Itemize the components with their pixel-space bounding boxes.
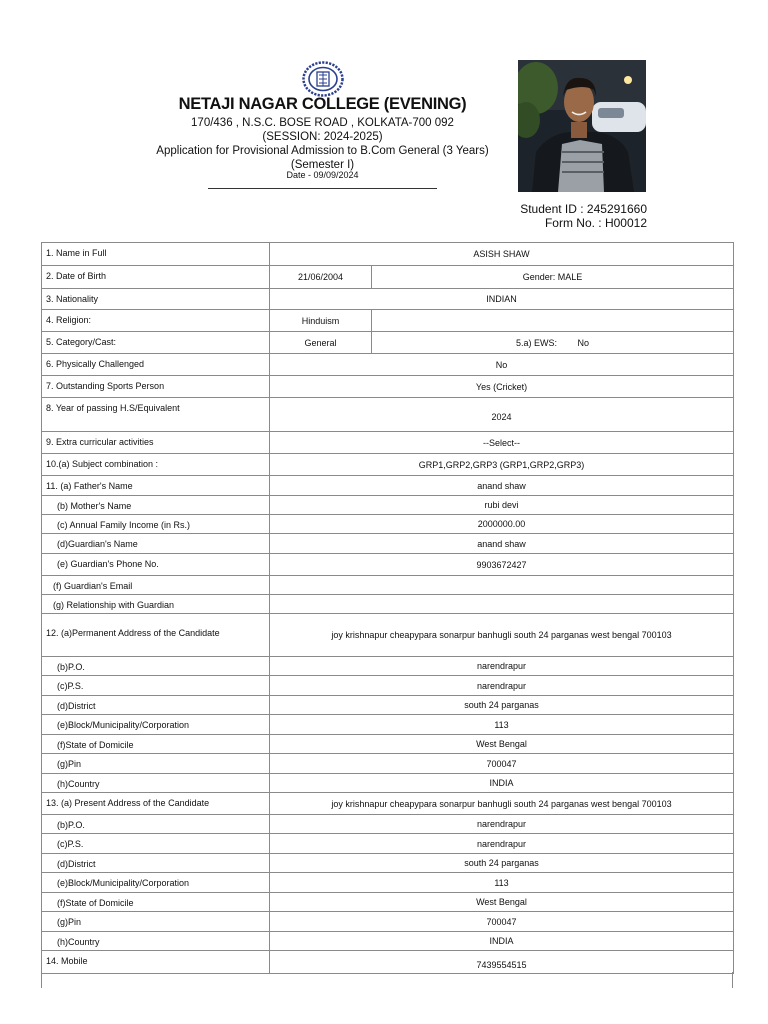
present-district-value: south 24 parganas [270, 854, 734, 873]
form-row-present-state [42, 893, 734, 912]
form-row-father [42, 476, 734, 496]
ews-value: No [577, 337, 590, 348]
form-row-permanent-state [42, 735, 734, 754]
present-block-value: 113 [270, 873, 734, 893]
dob-value: 21/06/2004 [270, 266, 372, 289]
category-label: 5. Category/Cast: [42, 332, 270, 354]
father-label: 11. (a) Father's Name [42, 476, 270, 496]
permanent-state-label: (f)State of Domicile [42, 735, 270, 754]
form-row-permanent-country [42, 774, 734, 793]
permanent-state-value: West Bengal [270, 735, 734, 754]
present-district-label: (d)District [42, 854, 270, 873]
form-row-present-address [42, 793, 734, 815]
session: (SESSION: 2024-2025) [262, 131, 383, 143]
guardian-label: (d)Guardian's Name [42, 534, 270, 554]
form-row-present-block [42, 873, 734, 893]
college-name: NETAJI NAGAR COLLEGE (EVENING) [178, 95, 467, 113]
form-row-permanent-block [42, 715, 734, 735]
form-row-mother [42, 496, 734, 515]
form-row-physically-challenged [42, 354, 734, 376]
sports-value: Yes (Cricket) [270, 376, 734, 398]
form-row-sports [42, 376, 734, 398]
form-row-permanent-pin [42, 754, 734, 774]
present-po-value: narendrapur [270, 815, 734, 834]
name-value: ASISH SHAW [270, 243, 734, 266]
permanent-block-label: (e)Block/Municipality/Corporation [42, 715, 270, 735]
sports-label: 7. Outstanding Sports Person [42, 376, 270, 398]
form-row-nationality [42, 289, 734, 310]
college-address: 170/436 , N.S.C. BOSE ROAD , KOLKATA-700 092 [191, 117, 454, 129]
religion-value: Hinduism [270, 310, 372, 332]
student-photo [518, 60, 646, 192]
form-row-name [42, 243, 734, 266]
application-title: Application for Provisional Admission to B.Com General (3 Years) [156, 145, 489, 157]
present-ps-value: narendrapur [270, 834, 734, 854]
form-row-present-po [42, 815, 734, 834]
dob-label: 2. Date of Birth [42, 266, 270, 289]
form-row-present-country [42, 932, 734, 951]
permanent-po-label: (b)P.O. [42, 657, 270, 676]
extra-label: 9. Extra curricular activities [42, 432, 270, 454]
permanent-district-value: south 24 parganas [270, 696, 734, 715]
nationality-value: INDIAN [270, 289, 734, 310]
permanent-address-value: joy krishnapur cheapypara sonarpur banhugli south 24 parganas west bengal 700103 [270, 614, 734, 657]
student-ids [520, 202, 647, 230]
form-row-permanent-district [42, 696, 734, 715]
form-row-guardian [42, 534, 734, 554]
form-number: Form No. : H00012 [544, 216, 647, 230]
admission-form-table [41, 242, 734, 974]
permanent-block-value: 113 [270, 715, 734, 735]
permanent-pin-label: (g)Pin [42, 754, 270, 774]
form-row-hs-year [42, 398, 734, 432]
permanent-pin-value: 700047 [270, 754, 734, 774]
hs-year-value: 2024 [270, 398, 734, 432]
present-state-value: West Bengal [270, 893, 734, 912]
permanent-ps-value: narendrapur [270, 676, 734, 696]
income-value: 2000000.00 [270, 515, 734, 534]
form-row-mobile [42, 951, 734, 974]
subject-label: 10.(a) Subject combination : [42, 454, 270, 476]
father-value: anand shaw [270, 476, 734, 496]
mother-value: rubi devi [270, 496, 734, 515]
form-row-present-pin [42, 912, 734, 932]
nationality-label: 3. Nationality [42, 289, 270, 310]
permanent-po-value: narendrapur [270, 657, 734, 676]
present-block-label: (e)Block/Municipality/Corporation [42, 873, 270, 893]
physically-challenged-value: No [270, 354, 734, 376]
form-row-dob [42, 266, 734, 289]
form-row-guardian-email [42, 576, 734, 595]
table-continuation-left [41, 972, 42, 988]
guardian-phone-label: (e) Guardian's Phone No. [42, 554, 270, 576]
extra-value: --Select-- [270, 432, 734, 454]
guardian-phone-value: 9903672427 [270, 554, 734, 576]
guardian-value: anand shaw [270, 534, 734, 554]
form-row-permanent-po [42, 657, 734, 676]
present-po-label: (b)P.O. [42, 815, 270, 834]
permanent-ps-label: (c)P.S. [42, 676, 270, 696]
relationship-label: (g) Relationship with Guardian [42, 595, 270, 614]
application-date: Date - 09/09/2024 [286, 170, 359, 180]
table-continuation-right [732, 972, 733, 988]
present-ps-label: (c)P.S. [42, 834, 270, 854]
present-address-value: joy krishnapur cheapypara sonarpur banhugli south 24 parganas west bengal 700103 [270, 793, 734, 815]
ews-cell [372, 332, 734, 354]
form-row-category [42, 332, 734, 354]
form-row-subject [42, 454, 734, 476]
form-row-income [42, 515, 734, 534]
permanent-country-label: (h)Country [42, 774, 270, 793]
mother-label: (b) Mother's Name [42, 496, 270, 515]
present-country-value: INDIA [270, 932, 734, 951]
form-row-extra [42, 432, 734, 454]
form-row-present-ps [42, 834, 734, 854]
form-row-religion [42, 310, 734, 332]
form-row-relationship [42, 595, 734, 614]
permanent-country-value: INDIA [270, 774, 734, 793]
present-pin-label: (g)Pin [42, 912, 270, 932]
college-emblem-icon [302, 61, 344, 97]
present-pin-value: 700047 [270, 912, 734, 932]
physically-challenged-label: 6. Physically Challenged [42, 354, 270, 376]
relationship-value [270, 595, 734, 614]
mobile-label: 14. Mobile [42, 951, 270, 974]
student-id: Student ID : 245291660 [520, 202, 647, 216]
permanent-address-label: 12. (a)Permanent Address of the Candidate [42, 614, 270, 657]
religion-blank [372, 310, 734, 332]
present-state-label: (f)State of Domicile [42, 893, 270, 912]
present-address-label: 13. (a) Present Address of the Candidate [42, 793, 270, 815]
semester: (Semester I) [290, 159, 355, 171]
hs-year-label: 8. Year of passing H.S/Equivalent [42, 398, 270, 432]
gender-value: Gender: MALE [372, 266, 734, 289]
form-row-guardian-phone [42, 554, 734, 576]
religion-label: 4. Religion: [42, 310, 270, 332]
permanent-district-label: (d)District [42, 696, 270, 715]
category-value: General [270, 332, 372, 354]
header-divider [208, 188, 437, 189]
form-row-permanent-address [42, 614, 734, 657]
ews-label: 5.a) EWS: [515, 337, 557, 348]
subject-value: GRP1,GRP2,GRP3 (GRP1,GRP2,GRP3) [270, 454, 734, 476]
form-row-present-district [42, 854, 734, 873]
mobile-value: 7439554515 [270, 951, 734, 974]
name-label: 1. Name in Full [42, 243, 270, 266]
income-label: (c) Annual Family Income (in Rs.) [42, 515, 270, 534]
guardian-email-value [270, 576, 734, 595]
guardian-email-label: (f) Guardian's Email [42, 576, 270, 595]
form-row-permanent-ps [42, 676, 734, 696]
present-country-label: (h)Country [42, 932, 270, 951]
